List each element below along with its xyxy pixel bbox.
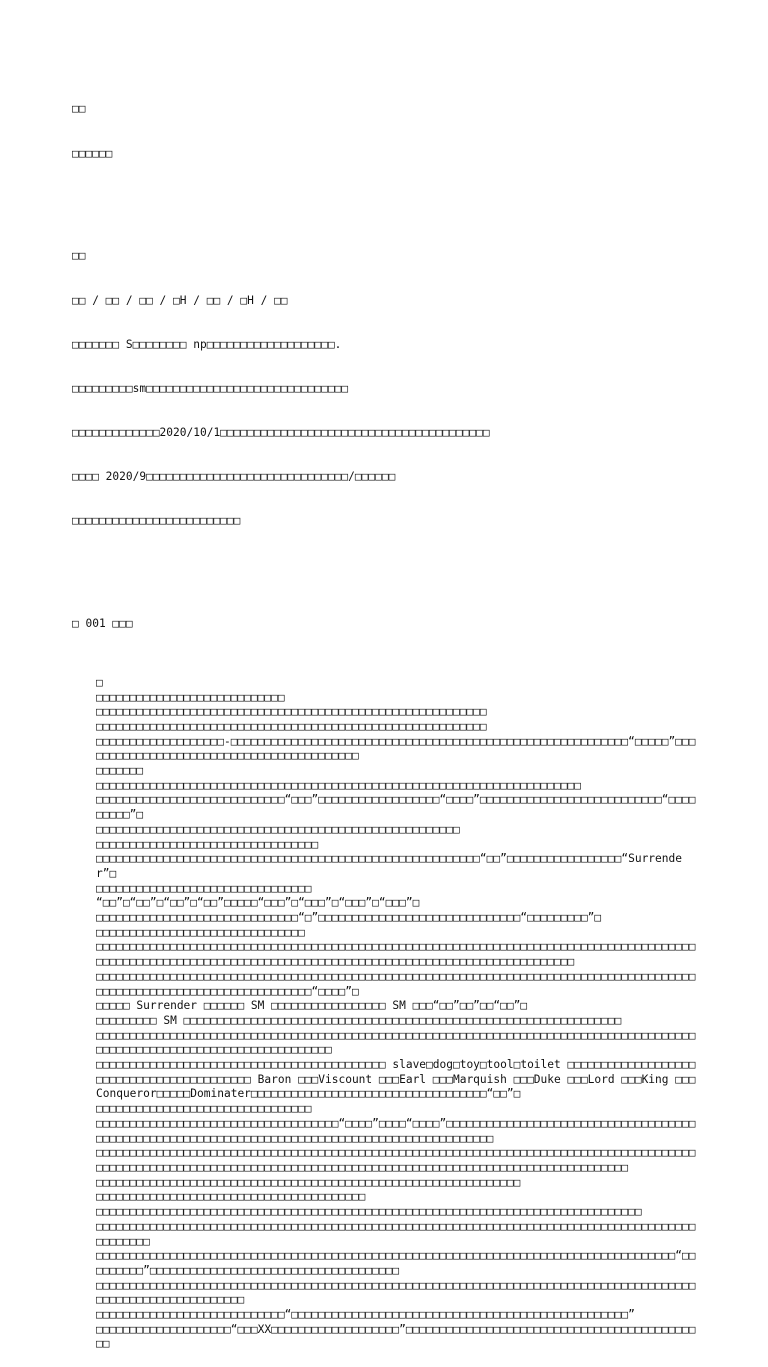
body-paragraph: □□□□□□□□□□□□□□□□□□□□□□□□□□□□□□□□□□□□□□□□□□□□□□□□□□□□□□□□□□□□□□□□□□□□□□□□□□□□□□□□□ xyxy=(96,1205,642,1219)
chapter-title: □ 001 □□□ xyxy=(72,616,133,630)
body-paragraph: □□□□□□□□□□□□□□□□□□□□□□□□□□□□□□□□□□□□“□□□□”□□□□“□□□□”□□□□□□□□□□□□□□□□□□□□□□□□□□□□□□□□□□□□□□□□□□□□□□□□□□□□□□□□□□□□□□□□□□□□□□□□□□□□□□□□□□□□□□□□□□□□□□□□ xyxy=(96,1116,696,1145)
body-paragraph: □□□□□□□□□□□□□□□□□□□□□□□□□□□□□□□□□□□□□□□□□□□□□□□□□□□□□□□□□□□□□□□□□□□□□□□□□□□□□□□□□□□□□□□□□□□□□□□□□□□□□□□□□□□□□□□□□□□□□□□□□“□□□□”□ xyxy=(96,969,696,998)
body-paragraph: □□□□□ Surrender □□□□□□ SM □□□□□□□□□□□□□□□□□ SM □□□“□□”□□”□□“□□”□ xyxy=(96,999,528,1013)
body-paragraph: □□□□□□□□□□□□□□□□□□□□□□□□□□□□ xyxy=(96,690,285,704)
spacer xyxy=(72,191,702,206)
body-paragraph: □□□□□□□□□□□□□□□□□□□□□□□□□□□□□□□□□□□□□□□□□□□ slave□dog□toy□tool□toilet □□□□□□□□□□□□□□□□□□□□□□□□□□□□□□□□□□□□□□□□□□ Baron □□□Viscount □□□Earl □□□Marquish □□□Duke □□□Lord □□□King □□□Conqueror□□□□□Dominater□□□□□□□□□□□□□□□□□□□□□□□□□□□□□□□□□□□“□□”□ xyxy=(96,1058,696,1101)
body-paragraph: □□□□□□□□□□□□□□□□□□□□□□□□□□□□□□□□□□□□□□□□□□□□□□□□□□□□□□ xyxy=(96,822,460,836)
body-paragraph: □□□□□□□□□□□□□□□□□□□□□□□□□□□□□□“□”□□□□□□□□□□□□□□□□□□□□□□□□□□□□□□“□□□□□□□□□”□ xyxy=(96,911,602,925)
body-paragraph: □□□□□□□ xyxy=(96,764,144,778)
body-paragraph: □□□□□□□□□□□□□□□□□□□□“□□□XX□□□□□□□□□□□□□□□□□□□”□□□□□□□□□□□□□□□□□□□□□□□□□□□□□□□□□□□□□□□□□□□□□ xyxy=(96,1322,696,1351)
body-paragraph: □□□□□□□□□□□□□□□□□□□□□□□□□□□□“□□□”□□□□□□□□□□□□□□□□□□“□□□□”□□□□□□□□□□□□□□□□□□□□□□□□□□□“□□□□□□□□□”□ xyxy=(96,793,696,822)
body-paragraph: □□□□□□□□□□□□□□□□□□□-□□□□□□□□□□□□□□□□□□□□□□□□□□□□□□□□□□□□□□□□□□□□□□□□□□□□□□□□□□□“□□□□□”□□□□□□□□□□□□□□□□□□□□□□□□□□□□□□□□□□□□□□□□□□ xyxy=(96,734,696,763)
spacer xyxy=(72,558,702,573)
body-paragraph: □□□□□□□□□□□□□□□□□□□□□□□□□□□□□□□□□□□□□□□□□□□□□□□□□□□□□□□□□□ xyxy=(96,719,487,733)
meta-line-6: □□□□ 2020/9□□□□□□□□□□□□□□□□□□□□□□□□□□□□□□/□□□□□□ xyxy=(72,469,396,483)
body-paragraph: □□□□□□□□□□□□□□□□□□□□□□□□□□□□□□□□□ xyxy=(96,837,319,851)
meta-line-7: □□□□□□□□□□□□□□□□□□□□□□□□□ xyxy=(72,514,241,528)
body-paragraph: □□□□□□□□□□□□□□□□□□□□□□□□□□□□□□□□□□□□□□□□□□□□□□□□□□□□□□□□□□□□□□□□□□□□□□□□□□□□□□□□□□□□□□□□□□□□□□□□□□□□□□□□□□□□□□□□□□□□□□□□□□□□ xyxy=(96,1028,696,1057)
body-paragraph: □□□□□□□□□□□□□□□□□□□□□□□□□□□□□□□□□□□□□□□□□□□□□□□□□□□□□□□□□□ xyxy=(96,705,487,719)
body-paragraph: □□□□□□□□□□□□□□□□□□□□□□□□□□□□□□□□□□□□□□□□□□□□□□□□□□□□□□□□□□□□□□□□□□□□□□□□□□□□□□□□□□□□□□“□□□□□□□□□”□□□□□□□□□□□□□□□□□□□□□□□□□□□□□□□□□□□□□ xyxy=(96,1249,696,1277)
body-paragraph: □□□□□□□□□□□□□□□□□□□□□□□□□□□□□□□□ xyxy=(96,1102,312,1116)
document-page xyxy=(72,73,702,1367)
body-paragraph: □□□□□□□□□□□□□□□□□□□□□□□□□□□□□□□□□□□□□□□□□□□□□□□□□□□□□□□□□□□□□□□□□□□□□□□□□□□□□□□□□□□□□□□□□□□□□□□□□ xyxy=(96,1219,696,1248)
body-paragraph: □□□□□□□□□□□□□□□□□□□□□□□□□□□□□□□□□□□□□□□□□□□□□□□□□□□□□□□□□□□□□□□□□□□□□□□□□□□□□□□□□□□□□□□□□□□□□□□□□□□□□□□□□□□□□□□ xyxy=(96,1278,696,1307)
body-paragraph: □ xyxy=(96,675,103,689)
header-line-2: □□□□□□ xyxy=(72,146,113,160)
body-paragraph: □□□□□□□□□□□□□□□□□□□□□□□□□□□□“□□□□□□□□□□□□□□□□□□□□□□□□□□□□□□□□□□□□□□□□□□□□□□□□□□” xyxy=(96,1308,635,1322)
meta-line-1: □□ xyxy=(72,249,86,263)
chapter-body xyxy=(72,676,702,1352)
meta-line-4: □□□□□□□□□sm□□□□□□□□□□□□□□□□□□□□□□□□□□□□□□ xyxy=(72,381,349,395)
body-paragraph: □□□□□□□□□□□□□□□□□□□□□□□□□□□□□□□ xyxy=(96,925,305,939)
meta-line-5: □□□□□□□□□□□□□2020/10/1□□□□□□□□□□□□□□□□□□□□□□□□□□□□□□□□□□□□□□□□ xyxy=(72,425,490,439)
meta-line-3: □□□□□□□ S□□□□□□□□ np□□□□□□□□□□□□□□□□□□□. xyxy=(72,337,342,351)
body-paragraph: □□□□□□□□□□□□□□□□□□□□□□□□□□□□□□□□□□□□□□□□□□□□□□□□□□□□□□□□□□□□□□□□□□□□□□□□ xyxy=(96,778,581,792)
body-paragraph: □□□□□□□□□□□□□□□□□□□□□□□□□□□□□□□□□□□□□□□□□□□□□□□□□□□□□□□□□□□□□□□□□□□□□□□□□□□□□□□□□□□□□□□□□□□□□□□□□□□□□□□□□□□□□□□□□□□□□□□□□□□□□□□□□□□□□□□□□□□□□□□□□□□□□□□□□□□□□□□□ xyxy=(96,940,696,969)
body-paragraph: □□□□□□□□□□□□□□□□□□□□□□□□□□□□□□□□□□□□□□□□□□□□□□□□□□□□□□□□□“□□”□□□□□□□□□□□□□□□□□“Surrender”□ xyxy=(96,852,682,880)
body-paragraph: □□□□□□□□□ SM □□□□□□□□□□□□□□□□□□□□□□□□□□□□□□□□□□□□□□□□□□□□□□□□□□□□□□□□□□□□□□□□□ xyxy=(96,1013,622,1027)
body-paragraph: □□□□□□□□□□□□□□□□□□□□□□□□□□□□□□□□□□□□□□□□□□□□□□□□□□□□□□□□□□□□□□□□□□□□□□□□□□□□□□□□□□□□□□□□□□□□□□□□□□□□□□□□□□□□□□□□□□□□□□□□□□□□□□□□□□□□□□□□□□□□□□□□□□□□□□□□□□□□□□□□□□□□□□□□ xyxy=(96,1146,696,1174)
body-paragraph: “□□”□“□□”□“□□”□“□□”□□□□□“□□□”□“□□□”□“□□□”□“□□□”□ xyxy=(96,896,420,910)
body-paragraph: □□□□□□□□□□□□□□□□□□□□□□□□□□□□□□□□□□□□□□□□ xyxy=(96,1190,366,1204)
body-paragraph: □□□□□□□□□□□□□□□□□□□□□□□□□□□□□□□□ xyxy=(96,881,312,895)
body-paragraph: □□□□□□□□□□□□□□□□□□□□□□□□□□□□□□□□□□□□□□□□□□□□□□□□□□□□□□□□□□□□□□□ xyxy=(96,1175,521,1189)
header-line-1: □□ xyxy=(72,102,86,116)
tags-line: □□ / □□ / □□ / □H / □□ / □H / □□ xyxy=(72,293,288,307)
